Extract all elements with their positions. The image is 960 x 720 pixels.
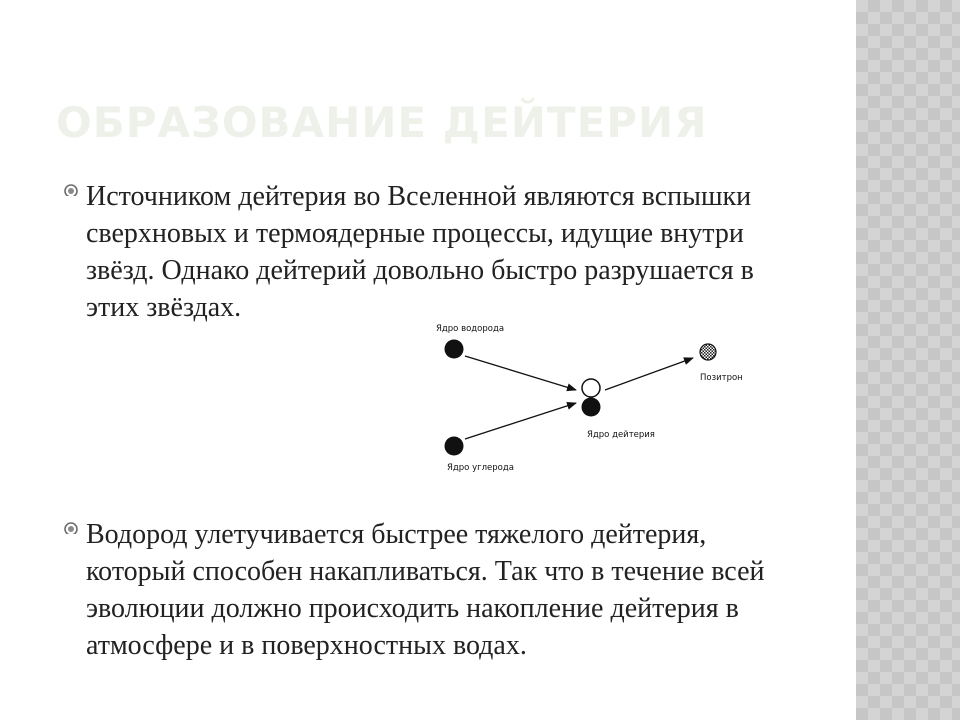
slide-title: ОБРАЗОВАНИЕ ДЕЙТЕРИЯ [56, 98, 708, 147]
deuterium-nucleus-icon [582, 398, 601, 417]
carbon-nucleus-icon [445, 437, 464, 456]
proton-circle-icon [582, 379, 600, 397]
decorative-side-pattern [856, 0, 960, 720]
deuterium-nucleus-label: Ядро дейтерия [587, 430, 655, 440]
bullet-text: Источником дейтерия во Вселенной являются вспышки сверхновых и термоядерные процессы, идущие внутри звёзд. Однако дейтерий довольно быстро разрушается в этих звёздах. [86, 181, 754, 323]
circle-bullet-icon [64, 516, 82, 534]
arrow-hydrogen-to-deuterium [465, 356, 576, 390]
deuterium-formation-diagram [425, 310, 770, 480]
arrow-to-positron [605, 358, 693, 390]
hydrogen-nucleus-label: Ядро водорода [436, 324, 505, 334]
positron-label: Позитрон [700, 373, 743, 383]
bullet-text: Водород улетучивается быстрее тяжелого дейтерия, который способен накапливаться. Так что в течение всей эволюции должно происходить накопление дейтерия в атмосфере и в поверхностных водах. [86, 519, 765, 661]
carbon-nucleus-label: Ядро углерода [447, 463, 514, 473]
hydrogen-nucleus-icon [445, 340, 464, 359]
arrow-carbon-to-deuterium [465, 403, 576, 439]
positron-icon [700, 344, 716, 360]
circle-bullet-icon [64, 178, 82, 196]
